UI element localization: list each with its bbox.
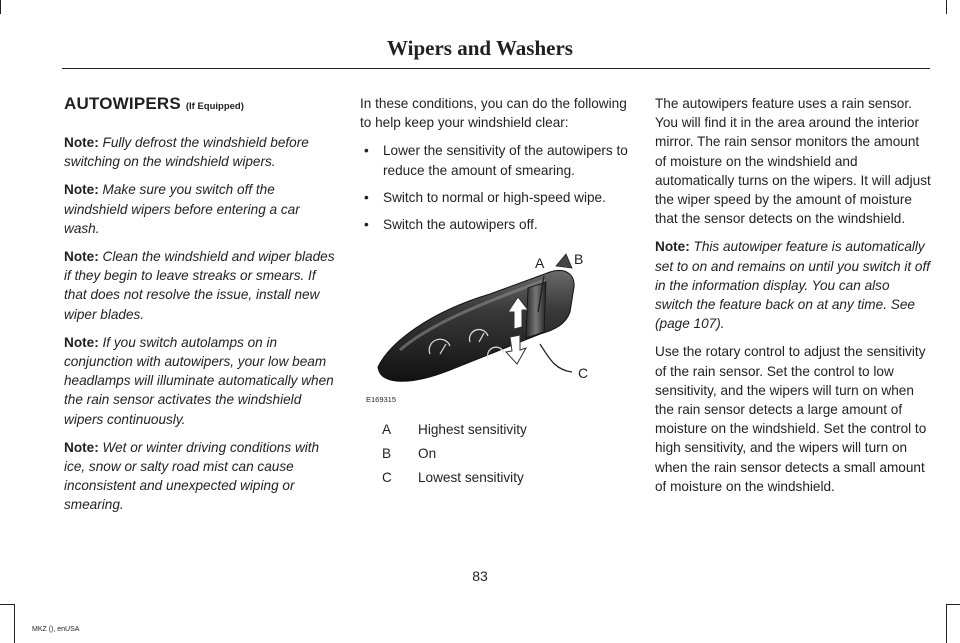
section-heading-text: AUTOWIPERS (64, 94, 181, 113)
figure-legend (382, 422, 527, 494)
note-text: Wet or winter driving conditions with ice, snow or salty road mist can cause inconsistent and unexpected wiping or smearing. (64, 439, 320, 513)
list-item: • Lower the sensitivity of the autowipers to reduce the amount of smearing. (360, 141, 636, 179)
footer-doc-id: MKZ (), enUSA (32, 626, 80, 633)
note-paragraph (655, 237, 931, 333)
wiper-stalk-illustration (360, 242, 636, 405)
note-paragraph (64, 133, 338, 171)
note-label: Note: (64, 334, 99, 350)
crop-mark (0, 0, 1, 14)
rotary-ring (526, 282, 546, 338)
legend-key: B (382, 446, 392, 462)
body-paragraph: The autowipers feature uses a rain sensor. You will find it in the area around the interior mirror. The rain sensor monitors the amount of moisture on the windshield and automatically turns on the wipers. It will adjust the wiper speed by the amount of moisture that the sensor detects on the windshield. (655, 96, 931, 227)
note-label: Note: (64, 182, 99, 198)
list-item: • Switch the autowipers off. (360, 215, 636, 234)
note-label: Note: (64, 439, 99, 455)
callout-b: B (574, 251, 584, 268)
page-header-title: Wipers and Washers (387, 36, 573, 60)
crop-mark (0, 604, 14, 605)
crop-mark (14, 604, 15, 643)
list-item: • Switch to normal or high-speed wipe. (360, 188, 636, 207)
note-paragraph (64, 247, 338, 324)
crop-mark (946, 604, 960, 605)
legend-key: A (382, 422, 392, 438)
note-label: Note: (64, 135, 99, 150)
note-label: Note: (64, 249, 99, 265)
note-text: Fully defrost the windshield before switching on the windshield wipers. (64, 135, 309, 170)
callout-a: A (535, 255, 545, 272)
note-paragraph (64, 438, 338, 515)
note-text: This autowiper feature is automatically set to on and remains on until you switch it off in the information display. You can also switch the feature back on at any time. See (page 107). (655, 239, 931, 332)
legend-key: C (382, 470, 392, 486)
note-text: Clean the windshield and wiper blades if they begin to leave streaks or smears. If that does not resolve the issue, install new wiper blades. (64, 249, 335, 322)
column-right (655, 94, 931, 505)
table-row (382, 446, 527, 470)
note-label: Note: (655, 239, 690, 255)
bullet-list (360, 141, 636, 234)
callout-line-c (540, 344, 572, 372)
legend-label: Highest sensitivity (418, 422, 527, 438)
legend-label: On (418, 446, 437, 462)
section-heading (64, 94, 338, 117)
intro-paragraph: In these conditions, you can do the following to help keep your windshield clear: (360, 96, 627, 131)
table-row (382, 422, 527, 446)
column-middle (360, 94, 636, 494)
note-text: If you switch autolamps on in conjunction with autowipers, your low beam headlamps will illuminate automatically when the rain sensor activates the windshield wipers continuously. (64, 334, 334, 427)
note-paragraph (64, 333, 338, 429)
page-number: 83 (472, 568, 488, 584)
legend-label: Lowest sensitivity (418, 470, 524, 486)
note-text: Make sure you switch off the windshield wipers before entering a car wash. (64, 182, 300, 236)
table-row (382, 470, 527, 494)
crop-mark (946, 604, 947, 643)
wiper-stalk-drawing (360, 242, 636, 402)
crop-mark (946, 0, 947, 14)
figure-id: E169315 (366, 395, 397, 405)
callout-c: C (578, 365, 589, 382)
column-left (64, 94, 338, 524)
body-paragraph: Use the rotary control to adjust the sensitivity of the rain sensor. Set the control to low sensitivity, and the wipers will turn on when the rain sensor detects a large amount of moisture on the windshield. Set the control to high sensitivity, and the wipers will turn on when the rain sensor detects a small amount of moisture on the windshield. (655, 344, 927, 494)
note-paragraph (64, 180, 338, 238)
detent-arrow-icon (556, 254, 572, 268)
section-heading-suffix: (If Equipped) (185, 101, 244, 112)
header-divider (62, 68, 930, 69)
